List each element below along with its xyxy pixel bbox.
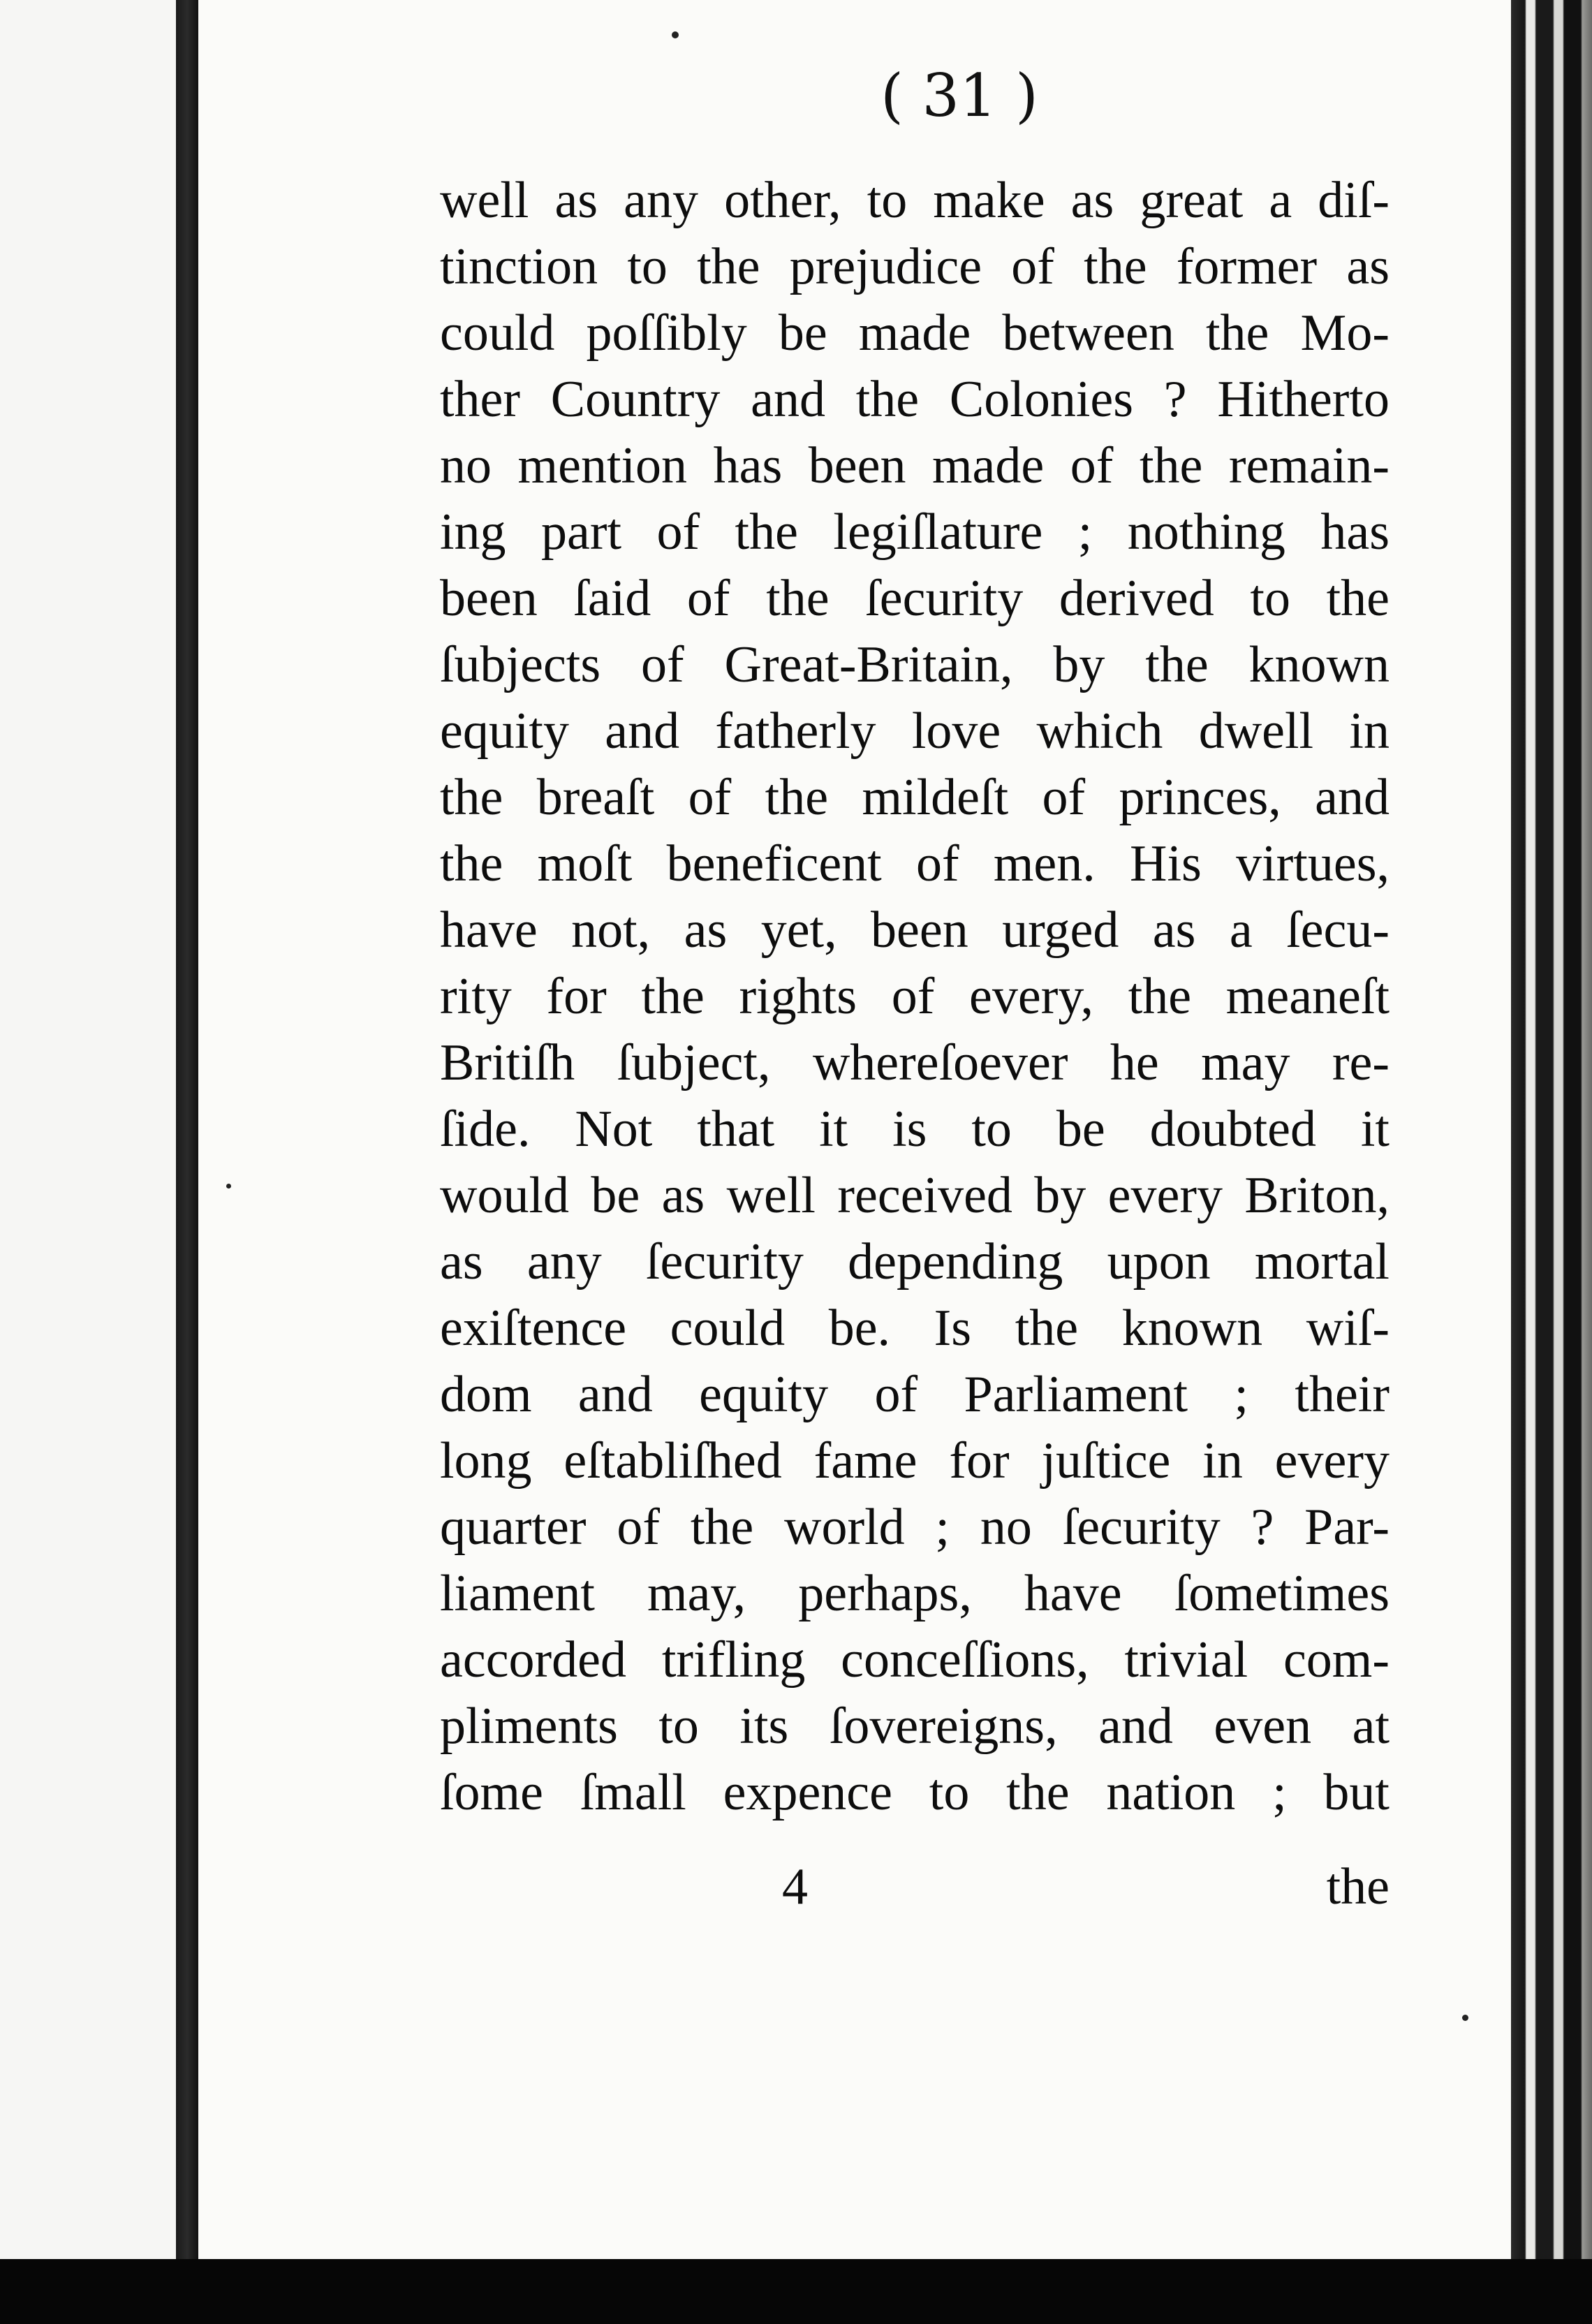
text-line: ſubjects of Great-Britain, by the known [440,636,1390,693]
text-line: well as any other, to make as great a diſ- [440,172,1390,229]
signature-mark: 4 [782,1858,808,1915]
text-line: no mention has been made of the remain- [440,437,1390,494]
text-line: pliments to its ſovereigns, and even at [440,1698,1390,1755]
text-line: tinction to the prejudice of the former as [440,238,1390,295]
text-line: ſide. Not that it is to be doubted it [440,1101,1390,1158]
text-line: could poſſibly be made between the Mo- [440,304,1390,362]
ink-speck [226,1184,231,1189]
page-number: ( 31 ) [880,61,1038,130]
text-line: accorded trifling conceſſions, trivial com- [440,1631,1390,1689]
book-gutter [176,0,198,2259]
page-footer [440,1854,1390,1920]
catchword: the [1326,1858,1390,1915]
text-line: the moſt beneficent of men. His virtues, [440,835,1390,892]
text-line: long eſtabliſhed fame for juſtice in every [440,1432,1390,1490]
text-line: ing part of the legiſlature ; nothing has [440,503,1390,561]
text-line: as any ſecurity depending upon mortal [440,1233,1390,1290]
text-line: been ſaid of the ſecurity derived to the [440,570,1390,627]
text-line: would be as well received by every Briton, [440,1167,1390,1224]
text-line: rity for the rights of every, the meaneſt [440,968,1390,1025]
body-text [440,168,1390,1826]
text-line: equity and fatherly love which dwell in [440,703,1390,760]
text-line: ther Country and the Colonies ? Hitherto [440,371,1390,428]
text-line: liament may, perhaps, have ſometimes [440,1565,1390,1622]
text-line: quarter of the world ; no ſecurity ? Par- [440,1499,1390,1556]
text-line: have not, as yet, been urged as a ſecu- [440,902,1390,959]
text-line: exiſtence could be. Is the known wiſ- [440,1300,1390,1357]
facing-page-edge [0,0,178,2259]
text-line: Britiſh ſubject, whereſoever he may re- [440,1034,1390,1091]
scan-bottom-border [0,2259,1592,2324]
page-stack-edge [1511,0,1592,2259]
ink-speck [1462,2015,1468,2021]
text-line: dom and equity of Parliament ; their [440,1366,1390,1423]
text-line: the breaſt of the mildeſt of princes, and [440,769,1390,826]
ink-speck [672,31,679,38]
text-line: ſome ſmall expence to the nation ; but [440,1764,1390,1821]
